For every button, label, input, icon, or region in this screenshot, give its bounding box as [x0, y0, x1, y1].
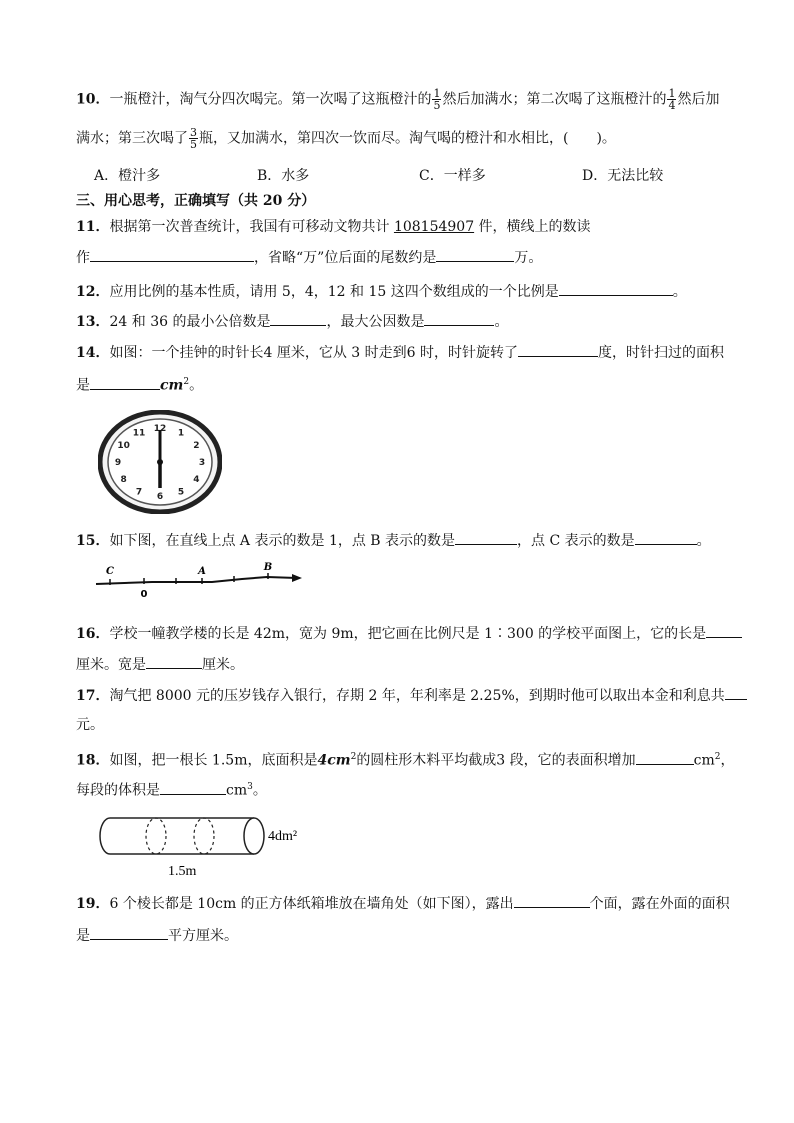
q11-line1 — [76, 217, 591, 237]
label-c: C — [106, 566, 114, 577]
unit-exponent: 2 — [183, 377, 190, 387]
answer-blank[interactable] — [270, 311, 326, 326]
option-b[interactable]: B．水多 — [257, 168, 310, 184]
answer-blank[interactable] — [455, 530, 517, 545]
q16-text: 厘米。宽是 — [76, 657, 146, 673]
q10-line1 — [76, 88, 719, 111]
q10-line2 — [76, 127, 616, 150]
option-d[interactable]: D．无法比较 — [582, 168, 664, 184]
answer-blank[interactable] — [436, 247, 514, 262]
q16-line2 — [76, 654, 244, 675]
q19-text: 个面，露在外面的面积 — [589, 896, 730, 912]
answer-blank[interactable] — [559, 281, 673, 296]
q12-text: 应用比例的基本性质，请用 5，4，12 和 15 这四个数组成的一个比例是 — [109, 284, 559, 300]
q16-text: 学校一幢教学楼的长是 42m，宽为 9m，把它画在比例尺是 1∶300 的学校平面图上，它的长是 — [109, 626, 707, 642]
answer-blank[interactable] — [518, 342, 598, 357]
area-label: 4dm² — [268, 829, 298, 844]
q11-text: 万。 — [514, 250, 543, 266]
answer-blank[interactable] — [636, 750, 694, 765]
cylinder-right-end — [244, 818, 264, 854]
q15-line — [76, 530, 711, 551]
q10-text: 然后加满水；第二次喝了这瓶橙汁的 — [442, 91, 667, 108]
question-number: 11． — [76, 219, 110, 235]
arrow-head — [292, 574, 302, 582]
q17-line2 — [76, 715, 104, 735]
question-number: 13． — [76, 314, 110, 330]
q11-text: ，省略“万”位后面的尾数约是 — [254, 250, 437, 266]
clock-numeral: 4 — [193, 475, 200, 485]
q13-text: 24 和 36 的最小公倍数是 — [109, 314, 271, 330]
answer-blank[interactable] — [160, 780, 226, 795]
q15-text: ，点 C 表示的数是 — [517, 533, 635, 549]
unit: cm — [226, 782, 248, 799]
clock-numeral: 3 — [198, 458, 206, 468]
q13-line — [76, 311, 508, 332]
q18-text: 。 — [252, 782, 267, 799]
q10-text: 满水；第三次喝了 — [76, 130, 188, 147]
question-number: 17． — [76, 688, 110, 704]
clock-numeral: 11 — [132, 428, 146, 439]
unit: cm — [693, 752, 715, 769]
q11-line2 — [76, 247, 542, 268]
label-a: A — [198, 566, 206, 577]
unit: cm — [160, 377, 184, 394]
q19-line1 — [76, 893, 730, 914]
q19-text: 6 个棱长都是 10cm 的正方体纸箱堆放在墙角处（如下图），露出 — [109, 896, 514, 912]
question-number: 12． — [76, 284, 110, 300]
cut-line-2 — [194, 818, 214, 854]
answer-blank[interactable] — [725, 685, 747, 700]
cylinder-body — [110, 818, 254, 854]
answer-blank[interactable] — [90, 247, 254, 262]
q19-line2 — [76, 925, 238, 946]
q18-text: 如图，把一根长 1.5m，底面积是 — [109, 752, 318, 769]
clock-figure — [98, 410, 222, 514]
q19-text: 是 — [76, 928, 90, 944]
answer-blank[interactable] — [635, 530, 697, 545]
number-line-figure — [92, 560, 312, 602]
cut-line-1 — [146, 818, 166, 854]
question-number: 16． — [76, 626, 110, 642]
answer-blank[interactable] — [90, 375, 160, 390]
q19-text: 平方厘米。 — [168, 928, 238, 944]
q14-text: 如图：一个挂钟的时针长4 厘米，它从 3 时走到6 时，时针旋转了 — [109, 345, 519, 361]
number-line — [96, 577, 297, 584]
answer-blank[interactable] — [90, 925, 168, 940]
q14-line2 — [76, 372, 203, 396]
clock-numeral: 6 — [156, 492, 164, 502]
section-heading: 三、用心思考，正确填写（共 20 分） — [76, 193, 316, 209]
q18-text: 每段的体积是 — [76, 782, 160, 799]
clock-numeral: 9 — [114, 458, 122, 468]
q15-text: 如下图，在直线上点 A 表示的数是 1，点 B 表示的数是 — [109, 533, 456, 549]
q11-text: 件，横线上的数读 — [474, 219, 591, 235]
q13-text: 。 — [494, 314, 509, 330]
question-number: 19． — [76, 896, 110, 912]
q14-text: 。 — [189, 377, 204, 394]
q11-text: 作 — [76, 250, 90, 266]
q12-text: 。 — [672, 284, 687, 300]
q17-text: 淘气把 8000 元的压岁钱存入银行，存期 2 年，年利率是 2.25%，到期时他可以取出本金和利息共 — [109, 688, 725, 704]
q18-text: 的圆柱形木料平均截成3 段，它的表面积增加 — [356, 752, 636, 769]
q11-text: 根据第一次普查统计，我国有可移动文物共计 — [109, 219, 394, 235]
cylinder-figure — [96, 812, 316, 882]
q18-line1 — [76, 747, 735, 771]
unit-exponent: 2 — [350, 752, 357, 762]
underlined-number: 108154907 — [393, 219, 475, 235]
clock-numeral: 2 — [193, 441, 200, 451]
q17-text: 元。 — [76, 717, 104, 733]
clock-numeral: 5 — [177, 487, 185, 498]
q12-line — [76, 281, 687, 302]
fraction: $\frac{1}{4}$ — [668, 87, 676, 112]
clock-numeral: 8 — [120, 475, 127, 485]
label-zero: 0 — [140, 589, 148, 600]
question-number: 14． — [76, 345, 110, 361]
question-number: 10． — [76, 91, 110, 108]
q10-text: 然后加 — [677, 91, 720, 108]
unit-exponent: 2 — [714, 752, 721, 762]
answer-blank[interactable] — [424, 311, 494, 326]
fraction: $\frac{1}{5}$ — [433, 87, 441, 112]
clock-numeral: 1 — [177, 428, 185, 439]
q18-line2 — [76, 777, 267, 801]
q14-text: 度，时针扫过的面积 — [598, 345, 725, 361]
answer-blank[interactable] — [146, 654, 202, 669]
clock-numeral: 12 — [153, 424, 167, 434]
q10-text: 瓶，又加满水，第四次一饮而尽。淘气喝的橙汁和水相比，( )。 — [199, 130, 616, 147]
unit-exponent: 3 — [247, 782, 253, 792]
q10-text: 一瓶橙汁，淘气分四次喝完。第一次喝了这瓶橙汁的 — [109, 91, 432, 108]
clock-center — [157, 459, 163, 465]
fraction: $\frac{3}{5}$ — [190, 126, 197, 151]
q15-text: 。 — [696, 533, 711, 549]
option-a[interactable]: A．橙汁多 — [94, 168, 161, 184]
question-number: 18． — [76, 752, 110, 769]
q14-text: 是 — [76, 377, 90, 394]
clock-numeral: 10 — [117, 441, 130, 451]
q14-line1 — [76, 342, 724, 363]
q13-text: ，最大公因数是 — [326, 314, 425, 330]
answer-blank[interactable] — [514, 893, 590, 908]
area-value: 4cm — [317, 752, 351, 769]
q17-line1 — [76, 685, 747, 706]
cylinder-left-end — [100, 818, 110, 854]
option-c[interactable]: C．一样多 — [419, 168, 486, 184]
question-number: 15． — [76, 533, 110, 549]
q16-text: 厘米。 — [202, 657, 244, 673]
q16-line1 — [76, 623, 742, 644]
length-label: 1.5m — [168, 864, 197, 879]
q18-text: ， — [720, 752, 735, 769]
label-b: B — [263, 562, 273, 573]
clock-numeral: 7 — [135, 487, 143, 498]
answer-blank[interactable] — [706, 623, 742, 638]
